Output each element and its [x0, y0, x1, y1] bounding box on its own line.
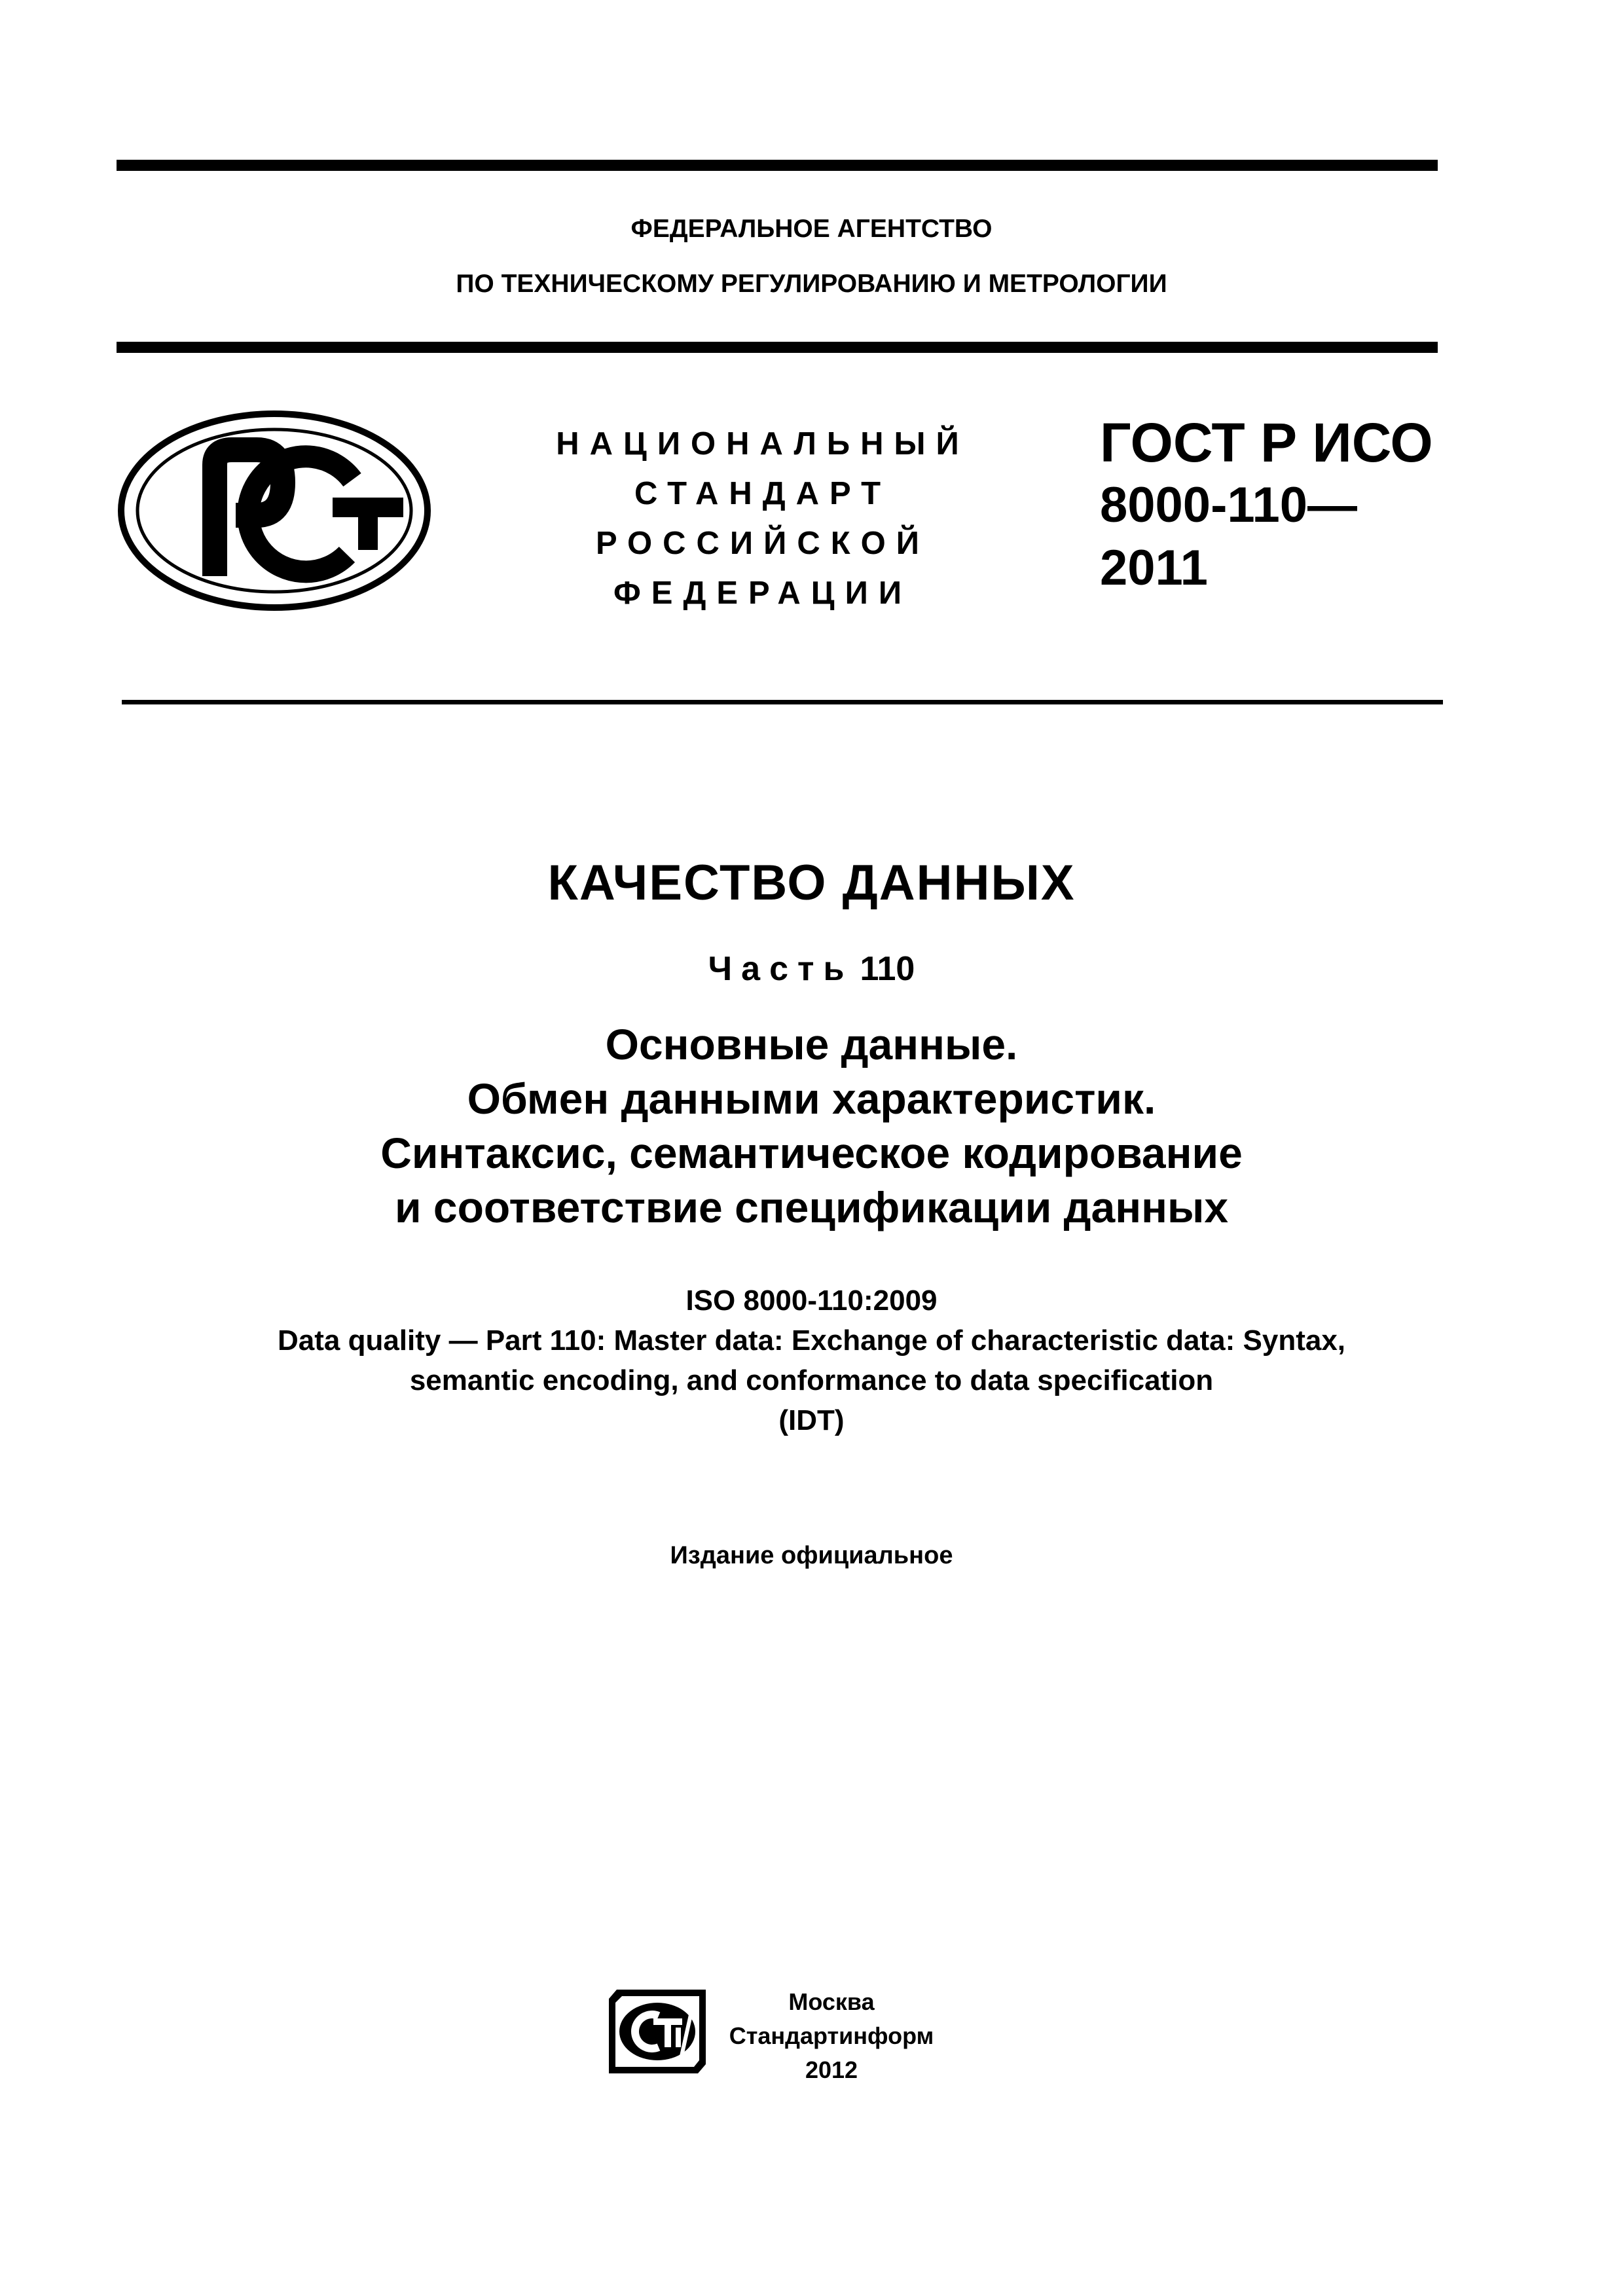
rst-logo-text: PCT — [274, 520, 276, 521]
agency-line-2: ПО ТЕХНИЧЕСКОМУ РЕГУЛИРОВАНИЮ И МЕТРОЛОГИИ — [456, 270, 1167, 298]
agency-line-1: ФЕДЕРАЛЬНОЕ АГЕНТСТВО — [630, 215, 993, 243]
standard-designation — [1100, 411, 1467, 600]
middle-rule — [117, 342, 1438, 353]
subtitle-line-3: Синтаксис, семантическое кодирование — [380, 1129, 1243, 1177]
subtitle-line-1: Основные данные. — [605, 1020, 1018, 1068]
iso-equivalence: (IDT) — [778, 1404, 845, 1436]
bottom-rule — [122, 700, 1443, 704]
publisher-block — [727, 1985, 936, 2087]
part-word: Часть — [708, 950, 854, 988]
subtitle-line-4: и соответствие спецификации данных — [394, 1183, 1229, 1231]
national-standard-line-1: НАЦИОНАЛЬНЫЙ — [556, 426, 970, 462]
iso-title-line-2: semantic encoding, and conformance to data specification — [409, 1364, 1214, 1396]
iso-title-line-1: Data quality — Part 110: Master data: Exchange of characteristic data: Syntax, — [277, 1324, 1346, 1357]
national-standard-line-4: ФЕДЕРАЦИИ — [613, 575, 913, 611]
designation-line-3: 2011 — [1100, 540, 1208, 596]
national-standard-heading — [517, 419, 1008, 618]
rst-logo-letters — [215, 450, 403, 576]
iso-code: ISO 8000-110:2009 — [685, 1285, 938, 1317]
designation-line-2: 8000-110— — [1100, 477, 1357, 533]
designation-line-1: ГОСТ Р ИСО — [1100, 412, 1433, 473]
document-title: КАЧЕСТВО ДАННЫХ — [547, 855, 1076, 911]
national-standard-line-3: РОССИЙСКОЙ — [596, 526, 930, 561]
national-standard-line-2: СТАНДАРТ — [634, 476, 892, 511]
subtitle-line-2: Обмен данными характеристик. — [467, 1074, 1156, 1123]
rst-certification-logo — [117, 409, 432, 612]
top-rule — [117, 160, 1438, 171]
publisher-name: Стандартинформ — [729, 2022, 934, 2049]
edition-note: Издание официальное — [670, 1542, 953, 1569]
part-label — [0, 949, 1623, 989]
publisher-city: Москва — [788, 1988, 875, 2015]
publication-year: 2012 — [805, 2056, 858, 2083]
sti-publisher-logo — [608, 1987, 707, 2076]
part-number: 110 — [860, 950, 915, 988]
